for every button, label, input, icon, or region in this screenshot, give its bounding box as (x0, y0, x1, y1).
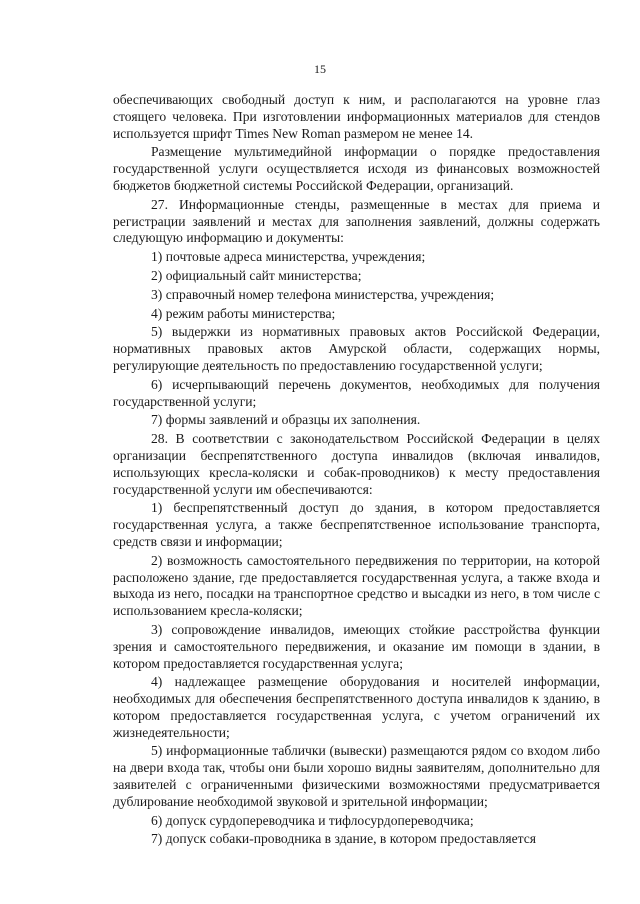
list-item-28-4: 4) надлежащее размещение оборудования и носителей информации, необходимых для обеспечения беспрепятственного доступа инвалидов к зданию, в котором предоставляется государственная услуга, с учетом ограничений их жизнедеятельности; (113, 674, 600, 740)
list-item-27-1: 1) почтовые адреса министерства, учреждения; (151, 249, 426, 265)
list-item-28-1: 1) беспрепятственный доступ до здания, в котором предоставляется государственная услуга, а также беспрепятственное использование транспорта, средств связи и информации; (113, 500, 600, 549)
list-item-27-6: 6) исчерпывающий перечень документов, необходимых для получения государственной услуги; (113, 376, 600, 409)
list-item-28-7: 7) допуск собаки-проводника в здание, в котором предоставляется (151, 831, 536, 847)
document-body (113, 92, 600, 848)
list-item-28-2: 2) возможность самостоятельного передвижения по территории, на которой расположено здание, где предоставляется государственная услуга, а также входа и выхода из него, посадки на транспортное средство и высадки из него, в том числе с использованием кресла-коляски; (113, 552, 600, 619)
paragraph-continuation: обеспечивающих свободный доступ к ним, и располагаются на уровне глаз стоящего человека. При изготовлении информационных материалов для стендов используется шрифт Times New Roman размером не менее 14. (113, 92, 600, 141)
list-item-28-3: 3) сопровождение инвалидов, имеющих стойкие расстройства функции зрения и самостоятельного передвижения, и оказание им помощи в здании, в котором предоставляется государственная услуга; (113, 621, 600, 671)
list-item-27-7: 7) формы заявлений и образцы их заполнения. (151, 412, 421, 428)
list-item-27-5: 5) выдержки из нормативных правовых актов Российской Федерации, нормативных правовых актов Амурской области, содержащих нормы, регулирующие деятельность по предоставлению государственной услуги; (113, 324, 600, 373)
list-item-27-3: 3) справочный номер телефона министерства, учреждения; (151, 286, 495, 302)
list-item-28-5: 5) информационные таблички (вывески) размещаются рядом со входом либо на двери входа так, чтобы они были хорошо видны заявителям, дополнительно для заявителей с ограниченными физическими возможностями предусматривается дублирование необходимой звуковой и зрительной информации; (113, 743, 600, 809)
list-item-27-4: 4) режим работы министерства; (151, 305, 336, 321)
paragraph-multimedia: Размещение мультимедийной информации о порядке предоставления государственной услуги осуществляется исходя из финансовых возможностей бюджетов бюджетной системы Российской Федерации, организаций. (113, 144, 600, 193)
list-item-27-2: 2) официальный сайт министерства; (151, 267, 362, 283)
list-item-28-6: 6) допуск сурдопереводчика и тифлосурдопереводчика; (151, 812, 474, 828)
page-number: 15 (314, 62, 326, 76)
paragraph-27: 27. Информационные стенды, размещенные в местах для приема и регистрации заявлений и местах для заполнения заявлений, должны содержать следующую информацию и документы: (113, 196, 600, 246)
paragraph-28: 28. В соответствии с законодательством Российской Федерации в целях организации беспрепятственного доступа инвалидов (включая инвалидов, использующих кресла-коляски и собак-проводников) к месту предоставления государственной услуги им обеспечиваются: (113, 431, 600, 497)
